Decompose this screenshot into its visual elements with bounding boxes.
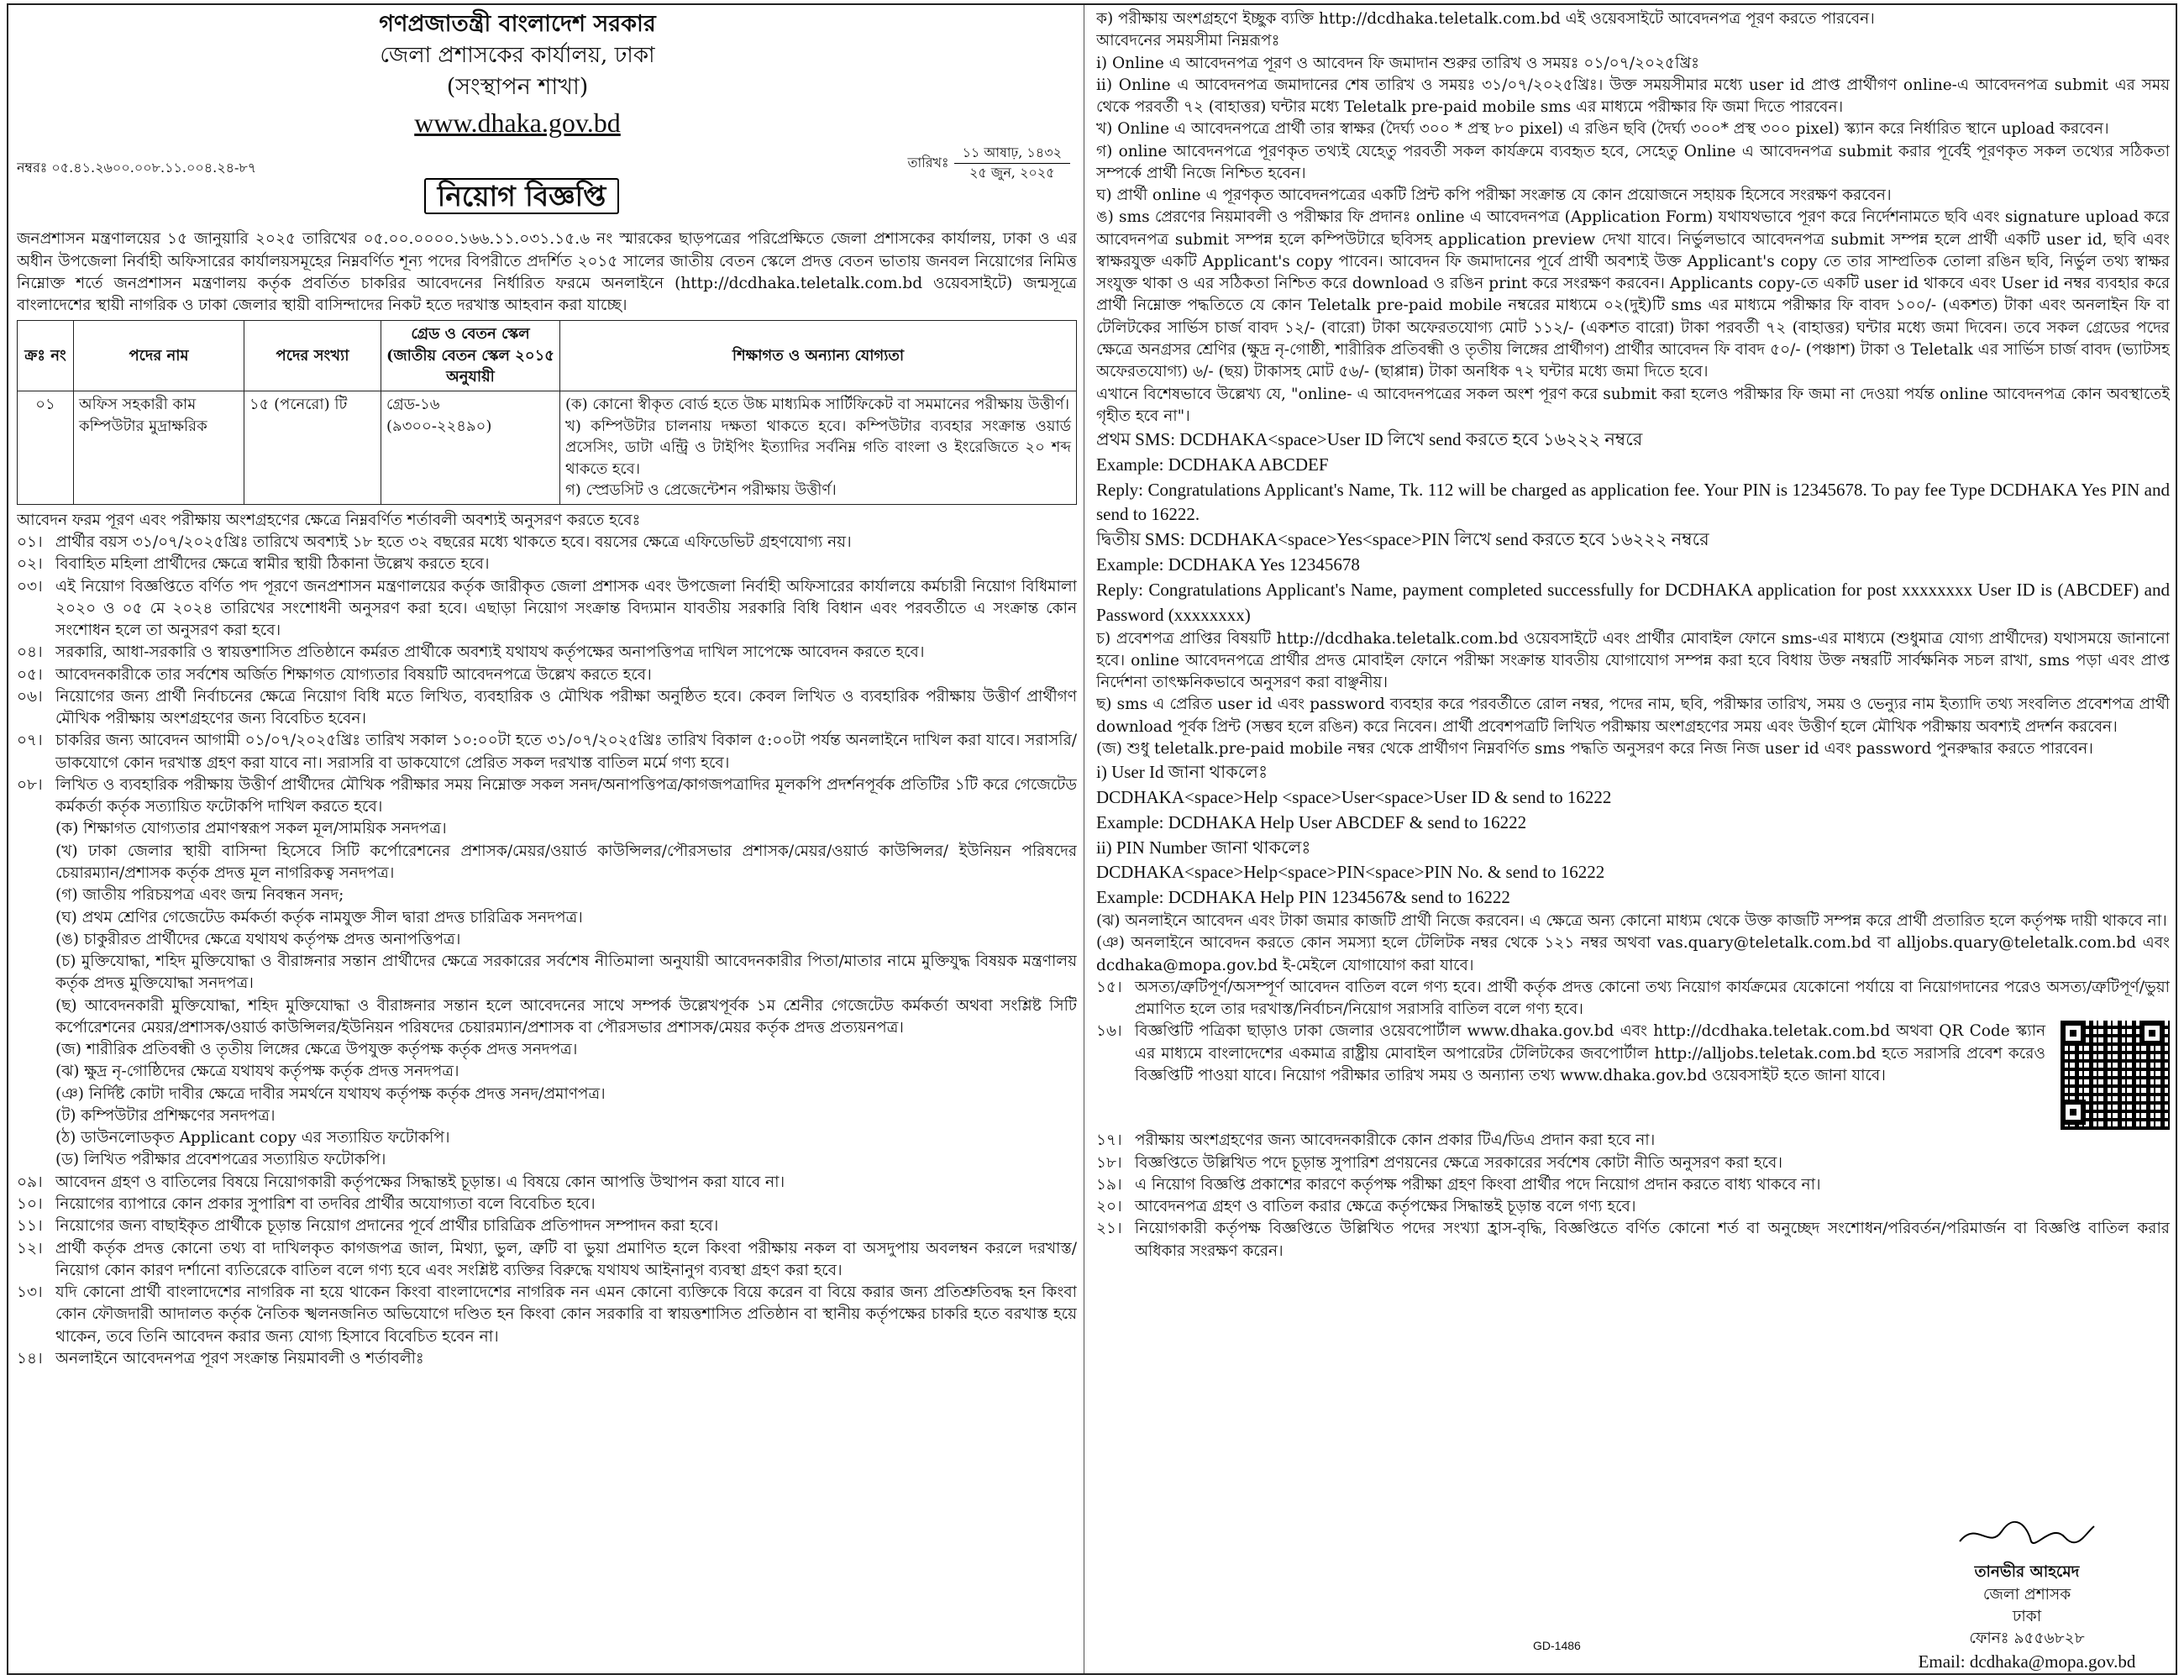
document-item: (চ) মুক্তিযোদ্ধা, শহিদ মুক্তিযোদ্ধা ও বীরাঙ্গনার সন্তান প্রার্থীদের ক্ষেত্রে সরকারের সর্বশেষ নীতিমালা অনুযায়ী আবেদনকারীর পিতা/মাতার নামে মুক্তিযুদ্ধ বিষয়ক মন্ত্রণালয় কর্তৃক প্রদত্ত মুক্তিযোদ্ধা সনদপত্র।	[55, 953, 1077, 993]
sms-first: প্রথম SMS: DCDHAKA<space>User ID লিখে send করতে হবে ১৬২২২ নম্বরে	[1096, 429, 1643, 450]
item-text: বিজ্ঞপ্তিতে উল্লিখিত পদে চূড়ান্ত সুপারিশ প্রণয়নের ক্ষেত্রে সরকারের সর্বশেষ কোটা নীতি অনুসরণ করা হবে।	[1135, 1153, 1782, 1172]
item-text: যদি কোনো প্রার্থী বাংলাদেশের নাগরিক না হয়ে থাকেন কিংবা বাংলাদেশের নাগরিক নন এমন কোনো ব্যক্তিকে বিয়ে করেন বা বিয়ে করার জন্য প্রতিশ্রুতিবদ্ধ হন কিংবা কোন ফৌজদারী আদালত কর্তৃক নৈতিক স্খলনজনিত অভিযোগে দণ্ডিত হন কিংবা কোন সরকারি বা স্বায়ত্তশাসিত প্রতিষ্ঠান বা স্থানীয় কর্তৃপক্ষের চাকরি হতে বরখাস্ত হয়ে থাকেন, তবে তিনি আবেদন করার জন্য যোগ্য হিসাবে বিবেচিত হবেন না।	[55, 1284, 1077, 1346]
document-item: (জ) শারীরিক প্রতিবন্ধী ও তৃতীয় লিঙ্গের ক্ষেত্রে উপযুক্ত কর্তৃপক্ষ কর্তৃক প্রদত্ত সনদপত্র।	[55, 1041, 578, 1059]
item-text: এই নিয়োগ বিজ্ঞপ্তিতে বর্ণিত পদ পূরণে জনপ্রশাসন মন্ত্রণালয়ের কর্তৃক জারীকৃত জেলা প্রশাসক এবং উপজেলা নির্বাহী অফিসারের কার্যালয়ে কর্মচারী নিয়োগ বিধিমালা ২০২০ ও ০৫ মে ২০২৪ তারিখের সংশোধনী অনুসরণ করা হবে। এছাড়া নিয়োগ সংক্রান্ত বিদ্যমান যাবতীয় সরকারি বিধি বিধান এবং পরবর্তীতে এ সংক্রান্ত কোন সংশোধন হলে তা অনুসরণ করা হবে।	[55, 577, 1077, 640]
document-item: (ঞ) নির্দিষ্ট কোটা দাবীর ক্ষেত্রে দাবীর সমর্থনে যথাযথ কর্তৃপক্ষ কর্তৃক প্রদত্ত সনদ/প্রমাণপত্র।	[55, 1084, 606, 1103]
office-name: জেলা প্রশাসকের কার্যালয়, ঢাকা	[380, 43, 655, 69]
item-number: ০১।	[17, 533, 43, 551]
item-text: এ নিয়োগ বিজ্ঞপ্তি প্রকাশের কারণে কর্তৃপক্ষ পরীক্ষা গ্রহণ কিংবা প্রার্থীর পদে নিয়োগ প্রদান করতে বাধ্য থাকবে না।	[1135, 1175, 1821, 1194]
qr-code-icon	[2061, 1021, 2170, 1130]
qualification-2: খ) কম্পিউটার চালনায় দক্ষতা থাকতে হবে। কম্পিউটার ব্যবহার সংক্রান্ত ওয়ার্ড প্রসেসিং, ডাটা এন্ট্রি ও টাইপিং ইত্যাদির সর্বনিম্ন গতি বাংলা ও ইংরেজিতে ২০ শব্দ থাকতে হবে।	[565, 417, 1071, 478]
th-grade: গ্রেড ও বেতন স্কেল (জাতীয় বেতন স্কেল ২০১৫ অনুযায়ী	[381, 321, 560, 391]
conditions-list-2	[17, 1172, 1077, 1370]
document-item: (ছ) আবেদনকারী মুক্তিযোদ্ধা, শহিদ মুক্তিযোদ্ধা ও বীরাঙ্গনার সন্তান হলে আবেদনের সাথে সম্পর্ক উল্লেখপূর্বক ১ম শ্রেনীর গেজেটেড কর্মকর্তা অথবা সংশ্লিষ্ট সিটি কর্পোরেশনের মেয়র/প্রশাসক/ওয়ার্ড কাউন্সিলর/ইউনিয়ন পরিষদের চেয়ারম্যান/প্রশাসক বা পৌরসভার প্রশাসক/মেয়র কর্তৃক প্রদত্ত প্রত্যয়নপত্র।	[55, 996, 1077, 1037]
date-english: ২৫ জুন, ২০২৫	[969, 164, 1055, 181]
condition-item	[17, 1238, 1077, 1283]
qr-finder-icon	[2139, 1021, 2165, 1046]
recovery-pin-format: DCDHAKA<space>Help<space>PIN<space>PIN No. & send to 16222	[1096, 862, 1605, 883]
document-item: (ড) লিখিত পরীক্ষার প্রবেশপত্রের সত্যায়িত ফটোকপি।	[55, 1151, 386, 1169]
numbered-item	[1096, 1130, 2170, 1152]
pay-scale: (৯৩০০-২২৪৯০)	[386, 417, 492, 435]
item-text: লিখিত ও ব্যবহারিক পরীক্ষায় উত্তীর্ণ প্রার্থীদের মৌখিক পরীক্ষার সময় নিম্নোক্ত সকল সনদ/অনাপত্তিপত্র/কাগজপত্রাদির মূলকপি প্রদর্শনপূর্বক প্রতিটির ১টি করে গেজেটেড কর্মকর্তা কর্তৃক সত্যায়িত ফটোকপি দাখিল করতে হবে।	[55, 775, 1077, 816]
rule-yn: (ঞ) অনলাইনে আবেদন করতে কোন সমস্যা হলে টেলিটক নম্বর থেকে ১২১ নম্বর অথবা vas.quary@teletalk.com.bd বা alljobs.quary@teletalk.com.bd এবং dcdhaka@mopa.gov.bd ই-মেইলে যোগাযোগ করা যাবে।	[1096, 934, 2170, 974]
item-text: আবেদনপত্র গ্রহণ ও বাতিল করার ক্ষেত্রে কর্তৃপক্ষের সিদ্ধান্তই চূড়ান্ত বলে গণ্য হবে।	[1135, 1198, 1636, 1216]
item-text: নিয়োগের জন্য প্রার্থী নির্বাচনের ক্ষেত্রে নিয়োগ বিধি মতে লিখিত, ব্যবহারিক ও মৌখিক পরীক্ষা অনুষ্ঠিত হবে। কেবল লিখিত ও ব্যবহারিক পরীক্ষায় উত্তীর্ণ প্রার্থীগণ মৌখিক পরীক্ষায় অংশগ্রহণের জন্য বিবেচিত হবেন।	[55, 687, 1077, 728]
rule-jh: (ঝ) অনলাইনে আবেদন এবং টাকা জমার কাজটি প্রার্থী নিজে করবেন। এ ক্ষেত্রে অন্য কোনো মাধ্যম থেকে উক্ত কাজটি সম্পন্ন করে প্রার্থী প্রতারিত হলে কর্তৃপক্ষ দায়ী থাকবে না।	[1096, 912, 2167, 931]
rule-ch: চ) প্রবেশপত্র প্রাপ্তির বিষয়টি http://dcdhaka.teletalk.com.bd ওয়েবসাইটে এবং প্রার্থীর মোবাইল ফোনে sms-এর মাধ্যমে (শুধুমাত্র যোগ্য প্রার্থীদের) যথাসময়ে জানানো হবে। online আবেদনপত্রে প্রার্থীর প্রদত্ত মোবাইল ফোনে পরীক্ষা সংক্রান্ত যাবতীয় যোগাযোগ সম্পন্ন করা হবে বিধায় উক্ত নম্বরটি সার্বক্ষনিক সচল রাখা, sms পড়া এবং প্রাপ্ত নির্দেশনা তাৎক্ষনিকভাবে অনুসরণ করা বাঞ্ছনীয়।	[1096, 629, 2170, 692]
recovery-userid-label: i) User Id জানা থাকলেঃ	[1096, 762, 1268, 783]
branch-name: (সংস্থাপন শাখা)	[446, 74, 589, 101]
signature-scribble-icon	[1951, 1516, 2103, 1555]
right-items-list	[1096, 977, 2170, 1263]
item-text: নিয়োগকারী কর্তৃপক্ষ বিজ্ঞপ্তিতে উল্লিখিত পদের সংখ্যা হ্রাস-বৃদ্ধি, বিজ্ঞপ্তিতে বর্ণিত কোনো শর্ত বা অনুচ্ছেদ সংশোধন/পরিবর্তন/পরিমার্জন বা বিজ্ঞপ্তি বাতিল করার অধিকার সংরক্ষণ করেন।	[1135, 1220, 2170, 1260]
condition-item	[17, 1348, 1077, 1370]
document-item: (ট) কম্পিউটার প্রশিক্ষণের সনদপত্র।	[55, 1106, 276, 1125]
item-number: ০৯।	[17, 1173, 43, 1191]
document-item: (ক) শিক্ষাগত যোগ্যতার প্রমাণস্বরূপ সকল মূল/সাময়িক সনদপত্র।	[55, 820, 447, 838]
rule-k: ক) পরীক্ষায় অংশগ্রহণে ইচ্ছুক ব্যক্তি http://dcdhaka.teletalk.com.bd এই ওয়েবসাইটে আবেদনপত্র পূরণ করতে পারবেন।	[1096, 10, 1875, 28]
item-text: চাকরির জন্য আবেদন আগামী ০১/০৭/২০২৫খ্রিঃ তারিখ সকাল ১০:০০টা হতে ৩১/০৭/২০২৫খ্রিঃ তারিখ বিকাল ৫:০০টা পর্যন্ত অনলাইনে দাখিল করা যাবে। সরাসরি/ডাকযোগে কোন দরখাস্ত গ্রহণ করা যাবে না। সরাসরি বা ডাকযোগে প্রেরিত সকল দরখাস্ত বাতিল মর্মে গণ্য হবে।	[55, 732, 1077, 772]
sms-second: দ্বিতীয় SMS: DCDHAKA<space>Yes<space>PIN লিখে send করতে হবে ১৬২২২ নম্বরে	[1096, 529, 1709, 550]
schedule-start: i) Online এ আবেদনপত্র পূরণ ও আবেদন ফি জমাদান শুরুর তারিখ ও সময়ঃ ০১/০৭/২০২৫খ্রিঃ	[1096, 54, 1699, 72]
item-number: ২১।	[1096, 1220, 1122, 1238]
item-number: ১৬।	[1096, 1022, 1122, 1041]
government-name: গণপ্রজাতন্ত্রী বাংলাদেশ সরকার	[379, 11, 656, 37]
signature-block	[1901, 1516, 2153, 1672]
document-item: (ঠ) ডাউনলোডকৃত Applicant copy এর সত্যায়িত ফটোকপি।	[55, 1129, 450, 1147]
condition-item	[17, 686, 1077, 731]
cell-grade	[381, 391, 560, 505]
recovery-userid-example: Example: DCDHAKA Help User ABCDEF & send to 16222	[1096, 811, 1527, 832]
condition-item	[17, 730, 1077, 774]
item-number: ০৭।	[17, 732, 43, 750]
schedule-label: আবেদনের সময়সীমা নিম্নরূপঃ	[1096, 32, 1280, 50]
signatory-name: তানভীর আহমেদ	[1974, 1563, 2080, 1582]
item-number: ১১।	[17, 1217, 43, 1236]
qualification-1: (ক) কোনো স্বীকৃত বোর্ড হতে উচ্চ মাধ্যমিক সার্টিফিকেট বা সমমানের পরীক্ষায় উত্তীর্ণ।	[565, 396, 1070, 413]
item-number: ০৬।	[17, 687, 43, 706]
item-number: ১৪।	[17, 1349, 43, 1368]
sms-reply-1: Reply: Congratulations Applicant's Name, Tk. 112 will be charged as application fee. Your PIN is 12345678. To pay fee Type DCDHAKA Yes PIN and send to 16222.	[1096, 479, 2170, 525]
item-number: ২০।	[1096, 1198, 1122, 1216]
item-number: ১৯।	[1096, 1175, 1122, 1194]
item-number: ১৮।	[1096, 1153, 1122, 1172]
rule-j: (জ) শুধু teletalk.pre-paid mobile নম্বর থেকে প্রার্থীগণ নিম্নবর্ণিত sms পদ্ধতি অনুসরণ করে নিজ নিজ user id এবং password পুনরুদ্ধার করতে পারবেন।	[1096, 739, 2093, 758]
item-number: ০৮।	[17, 775, 43, 794]
documents-list	[17, 818, 1077, 1171]
rule-chh: ছ) sms এ প্রেরিত user id এবং password ব্যবহার করে পরবর্তীতে রোল নম্বর, পদের নাম, ছবি, পরীক্ষার তারিখ, সময় ও ভেন্যুর নাম ইত্যাদি তথ্য সংবলিত প্রবেশপত্র প্রার্থী download পূর্বক প্রিন্ট (সম্ভব হলে রঙিন) করে নিবেন। প্রার্থী প্রবেশপত্রটি লিখিত পরীক্ষায় অংশগ্রহণের সময় এবং উত্তীর্ণ হলে মৌখিক পরীক্ষায় অবশ্যই প্রদর্শন করবেন।	[1096, 696, 2170, 736]
notice-title	[17, 177, 1077, 217]
numbered-item	[1096, 1196, 2170, 1218]
rule-ng: ঙ) sms প্রেরণের নিয়মাবলী ও পরীক্ষার ফি প্রদানঃ online এ আবেদনপত্র (Application Form) যথাযথভাবে পূরণ করে নির্দেশনামতে ছবি এবং signature upload করে আবেদনপত্র submit সম্পন্ন হলে কম্পিউটারে ছবিসহ application preview দেখা যাবে। নির্ভুলভাবে আবেদনপত্র submit সম্পন্ন হলে প্রার্থী একটি user id, ছবি এবং স্বাক্ষরযুক্ত একটি Applicant's copy পাবেন। আবেদন ফি জমাদানের পূর্বে প্রার্থী অবশ্যই উক্ত Applicant's copy তে তার সাম্প্রতিক তোলা রঙিন ছবি, নির্ভুল তথ্য স্বাক্ষর সংযুক্ত থাকা ও এর সঠিকতা নিশ্চিত করে download ও রঙিন print করে সংরক্ষণ করবেন। Applicants copy-তে একটি user id থাকবে এবং User id নম্বর ব্যবহার করে প্রার্থী নিম্নোক্ত পদ্ধতিতে যে কোন Teletalk pre-paid mobile নম্বরের মাধ্যমে ০২(দুই)টি sms এর মাধ্যমে পরীক্ষার ফি বাবদ ১০০/- (একশত) টাকা এবং অনলাইন ফি বা টেলিটকের সার্ভিস চার্জ বাবদ ১২/- (বারো) টাকা অফেরতযোগ্য মোট ১১২/- (একশত বারো) টাকা পরবর্তী ৭২ (বাহাত্তর) ঘন্টার মধ্যে জমা দিবেন। তবে সকল গ্রেডের পদের ক্ষেত্রে অনগ্রসর শ্রেণির (ক্ষুদ্র নৃ-গোষ্ঠী, শারীরিক প্রতিবন্ধী ও তৃতীয় লিঙ্গের প্রার্থীগণ) প্রার্থীর আবেদন ফি বাবদ ৫০/- (পঞ্চাশ) টাকা ও Teletalk এর সার্ভিস চার্জ বাবদ (ভ্যাটসহ অফেরতযোগ্য) ৬/- (ছয়) টাকাসহ মোট ৫৬/- (ছাপ্পান্ন) টাকা অনধিক ৭২ ঘন্টার মধ্যে জমা দিতে হবে।	[1096, 208, 2170, 381]
item-text: অনলাইনে আবেদনপত্র পূরণ সংক্রান্ত নিয়মাবলী ও শর্তাবলীঃ	[55, 1349, 424, 1368]
item-text: নিয়োগের জন্য বাছাইকৃত প্রার্থীকে চূড়ান্ত নিয়োগ প্রদানের পূর্বে প্রার্থীর চারিত্রিক প্রতিপাদন সম্পাদন করা হবে।	[55, 1217, 719, 1236]
schedule-end: ii) Online এ আবেদনপত্র জমাদানের শেষ তারিখ ও সময়ঃ ৩১/০৭/২০২৫খ্রিঃ। উক্ত সময়সীমার মধ্যে user id প্রাপ্ত প্রার্থীগণ online-এ আবেদনপত্র submit এর সময় থেকে পরবর্তী ৭২ (বাহাত্তর) ঘন্টার মধ্যে Teletalk pre-paid mobile sms এর মাধ্যমে পরীক্ষার ফি জমা দিতে পারবেন।	[1096, 76, 2170, 117]
item-text: অসত্য/ত্রুটিপূর্ণ/অসম্পূর্ণ আবেদন বাতিল বলে গণ্য হবে। প্রার্থী কর্তৃক প্রদত্ত কোনো তথ্য নিয়োগ কার্যক্রমের যেকোনো পর্যায়ে বা নিয়োগদানের পরেও অসত্য/ত্রুটিপূর্ণ/ভুয়া প্রমাণিত হলে তার দরখাস্ত/নির্বাচন/নিয়োগ সরাসরি বাতিল বলে গণ্য হবে।	[1135, 978, 2170, 1019]
numbered-item	[1096, 977, 2170, 1021]
item-number: ০৩।	[17, 577, 43, 596]
th-qualification: শিক্ষাগত ও অন্যান্য যোগ্যতা	[560, 321, 1077, 391]
condition-item	[17, 532, 1077, 554]
memo-number: নম্বরঃ ০৫.৪১.২৬০০.০০৮.১১.০০৪.২৪-৮৭	[17, 160, 257, 176]
item-text: প্রার্থীর বয়স ৩১/০৭/২০২৫খ্রিঃ তারিখে অবশ্যই ১৮ হতে ৩২ বছরের মধ্যে থাকতে হবে। বয়সের ক্ষেত্রে এফিডেভিট গ্রহণযোগ্য নয়।	[55, 533, 852, 551]
item-text: পরীক্ষায় অংশগ্রহণের জন্য আবেদনকারীকে কোন প্রকার টিএ/ডিএ প্রদান করা হবে না।	[1135, 1131, 1656, 1150]
rule-gh: ঘ) প্রার্থী online এ পূরণকৃত আবেদনপত্রের একটি প্রিন্ট কপি পরীক্ষা সংক্রান্ত যে কোন প্রয়োজনে সহায়ক হিসেবে সংরক্ষণ করবেন।	[1096, 186, 1892, 205]
footer-code: GD-1486	[1533, 1639, 1581, 1652]
intro-paragraph: জনপ্রশাসন মন্ত্রণালয়ের ১৫ জানুয়ারি ২০২৫ তারিখের ০৫.০০.০০০০.১৬৬.১১.০৩১.১৫.৬ নং স্মারকের ছাড়পত্রের পরিপ্রেক্ষিতে জেলা প্রশাসকের কার্যালয়, ঢাকা ও এর অধীন উপজেলা নির্বাহী অফিসারের কার্যালয়সমূহের নিম্নবর্ণিত শূন্য পদের বিপরীতে প্রদর্শিত ২০১৫ সালের জাতীয় বেতন স্কেলে প্রদত্ত বেতন ভাতায় জনবল নিয়োগের নিমিত্ত নিম্নোক্ত শর্তে জনপ্রশাসন মন্ত্রণালয় কর্তৃক প্রবর্তিত চাকরির আবেদনের নির্ধারিত ফরমে অনলাইনে (http://dcdhaka.teletalk.com.bd ওয়েবসাইটে) জন্মসূত্রে বাংলাদেশের স্থায়ী নাগরিক ও ঢাকা জেলার স্থায়ী বাসিন্দাদের নিকট হতে দরখাস্ত আহবান করা যাচ্ছে।	[17, 230, 1077, 315]
item-text: বিজ্ঞপ্তিটি পত্রিকা ছাড়াও ঢাকা জেলার ওয়েবপোর্টাল www.dhaka.gov.bd এবং http://dcdhaka.teletak.com.bd অথবা QR Code স্ক্যান এর মাধ্যমে বাংলাদেশের একমাত্র রাষ্ট্রীয় মোবাইল অপারেটর টেলিটকের জবপোর্টাল http://alljobs.teletak.com.bd হতে সরাসরি প্রবেশ করেও বিজ্ঞপ্তিটি পাওয়া যাবে। নিয়োগ পরীক্ষার তারিখ সময় ও অন্যান্য তথ্য www.dhaka.gov.bd ওয়েবসাইট হতে জানা যাবে।	[1135, 1022, 2045, 1084]
cell-post: অফিস সহকারী কাম কম্পিউটার মুদ্রাক্ষরিক	[74, 391, 244, 505]
signatory-phone: ফোনঃ ৯৫৫৬৮২৮	[1969, 1630, 2085, 1648]
right-column	[1096, 8, 2170, 1672]
item-number: ০২।	[17, 555, 43, 574]
qualification-3: গ) স্প্রেডসিট ও প্রেজেন্টেশন পরীক্ষায় উত্তীর্ণ।	[565, 481, 837, 500]
condition-item	[17, 1282, 1077, 1348]
date-bangla: ১১ আষাঢ়, ১৪৩২	[954, 144, 1070, 164]
recovery-pin-example: Example: DCDHAKA Help PIN 1234567& send to 16222	[1096, 887, 1510, 908]
recovery-pin-label: ii) PIN Number জানা থাকলেঃ	[1096, 837, 1311, 858]
signatory-district: ঢাকা	[2012, 1607, 2042, 1625]
numbered-item	[1096, 1021, 2170, 1130]
item-text: আবেদনকারীকে তার সর্বশেষ অর্জিত শিক্ষাগত যোগ্যতার বিষয়টি আবেদনপত্রে উল্লেখ করতে হবে।	[55, 665, 652, 684]
condition-item	[17, 576, 1077, 643]
cell-qualification	[560, 391, 1077, 505]
rule-kh: খ) Online এ আবেদনপত্রে প্রার্থী তার স্বাক্ষর (দৈর্ঘ্য ৩০০ * প্রস্থ ৮০ pixel) এ রঙিন ছবি (দৈর্ঘ্য ৩০০* প্রস্থ ৩০০ pixel) স্ক্যান করে নির্ধারিত স্থানে upload করবেন।	[1096, 120, 2109, 139]
numbered-item	[1096, 1174, 2170, 1196]
item-text: আবেদন গ্রহণ ও বাতিলের বিষয়ে নিয়োগকারী কর্তৃপক্ষের সিদ্ধান্তই চূড়ান্ত। এ বিষয়ে কোন আপত্তি উত্থাপন করা যাবে না।	[55, 1173, 785, 1191]
item-number: ০৪।	[17, 643, 43, 662]
left-column	[17, 8, 1077, 1672]
recovery-userid-format: DCDHAKA<space>Help <space>User<space>User ID & send to 16222	[1096, 786, 1612, 807]
grade: গ্রেড-১৬	[386, 396, 440, 413]
numbered-item	[1096, 1152, 2170, 1174]
condition-item	[17, 664, 1077, 686]
date-label: তারিখঃ	[907, 154, 949, 171]
sms-reply-2: Reply: Congratulations Applicant's Name, payment completed successfully for DCDHAKA application for post xxxxxxxx User ID is (ABCDEF) and Password (xxxxxxxx)	[1096, 579, 2170, 625]
website-link[interactable]: www.dhaka.gov.bd	[414, 107, 621, 138]
document-item: (ঘ) প্রথম শ্রেণির গেজেটেড কর্মকর্তা কর্তৃক নামযুক্ত সীল দ্বারা প্রদত্ত চারিত্রিক সনদপত্র।	[55, 908, 583, 927]
item-number: ১৩।	[17, 1284, 43, 1302]
signatory-designation: জেলা প্রশাসক	[1982, 1585, 2071, 1604]
item-text: প্রার্থী কর্তৃক প্রদত্ত কোনো তথ্য বা দাখিলকৃত কাগজপত্র জাল, মিথ্যা, ভুল, ত্রুটি বা ভুয়া প্রমাণিত হলে কিংবা পরীক্ষায় নকল বা অসদুপায় অবলম্বন করলে দরখাস্ত/নিয়োগ কোন কারণ দর্শানো ব্যতিরেকে বাতিল বলে গণ্য হবে এবং সংশ্লিষ্ট ব্যক্তির বিরুদ্ধে যথাযথ আইনানুগ ব্যবস্থা গ্রহণ করা হবে।	[55, 1239, 1077, 1279]
notice-title-text: নিয়োগ বিজ্ঞপ্তি	[424, 178, 619, 214]
item-number: ১৭।	[1096, 1131, 1122, 1150]
th-count: পদের সংখ্যা	[244, 321, 381, 391]
item-number: ১৫।	[1096, 978, 1122, 996]
item-number: ১২।	[17, 1239, 43, 1257]
sms-example-1: Example: DCDHAKA ABCDEF	[1096, 454, 1329, 475]
conditions-intro: আবেদন ফরম পূরণ এবং পরীক্ষায় অংশগ্রহণের ক্ষেত্রে নিম্নবর্ণিত শর্তাবলী অবশ্যই অনুসরণ করতে হবেঃ	[17, 511, 641, 529]
conditions-list	[17, 532, 1077, 818]
condition-item	[17, 554, 1077, 575]
cell-count: ১৫ (পনেরো) টি	[244, 391, 381, 505]
special-note: এখানে বিশেষভাবে উল্লেখ্য যে, "online- এ আবেদনপত্রের সকল অংশ পূরণ করে submit করা হলেও পরীক্ষার ফি জমা না দেওয়া পর্যন্ত online আবেদনপত্র কোন অবস্থাতেই গৃহীত হবে না"।	[1096, 385, 2170, 425]
sms-example-2: Example: DCDHAKA Yes 12345678	[1096, 554, 1360, 575]
condition-item	[17, 1172, 1077, 1194]
numbered-item	[1096, 1218, 2170, 1263]
document-item: (ঝ) ক্ষুদ্র নৃ-গোষ্ঠিদের ক্ষেত্রে যথাযথ কর্তৃপক্ষ কর্তৃক প্রদত্ত সনদপত্র।	[55, 1063, 459, 1081]
cell-serial: ০১	[18, 391, 74, 505]
item-number: ০৫।	[17, 665, 43, 684]
document-item: (খ) ঢাকা জেলার স্থায়ী বাসিন্দা হিসেবে সিটি কর্পোরেশনের প্রশাসক/মেয়র/ওয়ার্ড কাউন্সিলর/পৌরসভার প্রশাসক/মেয়র/ওয়ার্ড কাউন্সিলর/ ইউনিয়ন পরিষদের চেয়ারম্যান/প্রশাসক কর্তৃক প্রদত্ত মূল নাগরিকত্ব সনদপত্র।	[55, 842, 1077, 882]
letterhead	[17, 8, 1077, 142]
qr-finder-icon	[2061, 1100, 2086, 1125]
item-text: বিবাহিত মহিলা প্রার্থীদের ক্ষেত্রে স্বামীর স্থায়ী ঠিকানা উল্লেখ করতে হবে।	[55, 555, 490, 574]
condition-item	[17, 642, 1077, 664]
document-item: (ঙ) চাকুরীরত প্রার্থীদের ক্ষেত্রে যথাযথ কর্তৃপক্ষ প্রদত্ত অনাপত্তিপত্র।	[55, 930, 461, 948]
item-text: নিয়োগের ব্যাপারে কোন প্রকার সুপারিশ বা তদবির প্রার্থীর অযোগ্যতা বলে বিবেচিত হবে।	[55, 1194, 596, 1213]
item-text: সরকারি, আধা-সরকারি ও স্বায়ত্তশাসিত প্রতিষ্ঠানে কর্মরত প্রার্থীকে অবশ্যই যথাযথ কর্তৃপক্ষের অনাপত্তিপত্র দাখিল সাপেক্ষে আবেদন করতে হবে।	[55, 643, 925, 662]
condition-item	[17, 774, 1077, 819]
th-post: পদের নাম	[74, 321, 244, 391]
condition-item	[17, 1194, 1077, 1215]
date-block	[908, 144, 1071, 182]
th-serial: ক্রঃ নং	[18, 321, 74, 391]
document-item: (গ) জাতীয় পরিচয়পত্র এবং জন্ম নিবন্ধন সনদ;	[55, 886, 344, 905]
qr-finder-icon	[2061, 1021, 2086, 1046]
item-number: ১০।	[17, 1194, 43, 1213]
condition-item	[17, 1215, 1077, 1237]
rule-g: গ) online আবেদনপত্রে পূরণকৃত তথ্যই যেহেতু পরবর্তী সকল কার্যক্রমে ব্যবহৃত হবে, সেহেতু Online এ আবেদনপত্র submit করার পূর্বেই পূরণকৃত সকল তথ্যের সঠিকতা সম্পর্কে প্রার্থী নিজে নিশ্চিত হবেন।	[1096, 142, 2170, 182]
vacancy-table	[17, 320, 1077, 504]
table-row	[18, 391, 1077, 505]
signatory-email[interactable]: Email: dcdhaka@mopa.gov.bd	[1918, 1651, 2136, 1672]
